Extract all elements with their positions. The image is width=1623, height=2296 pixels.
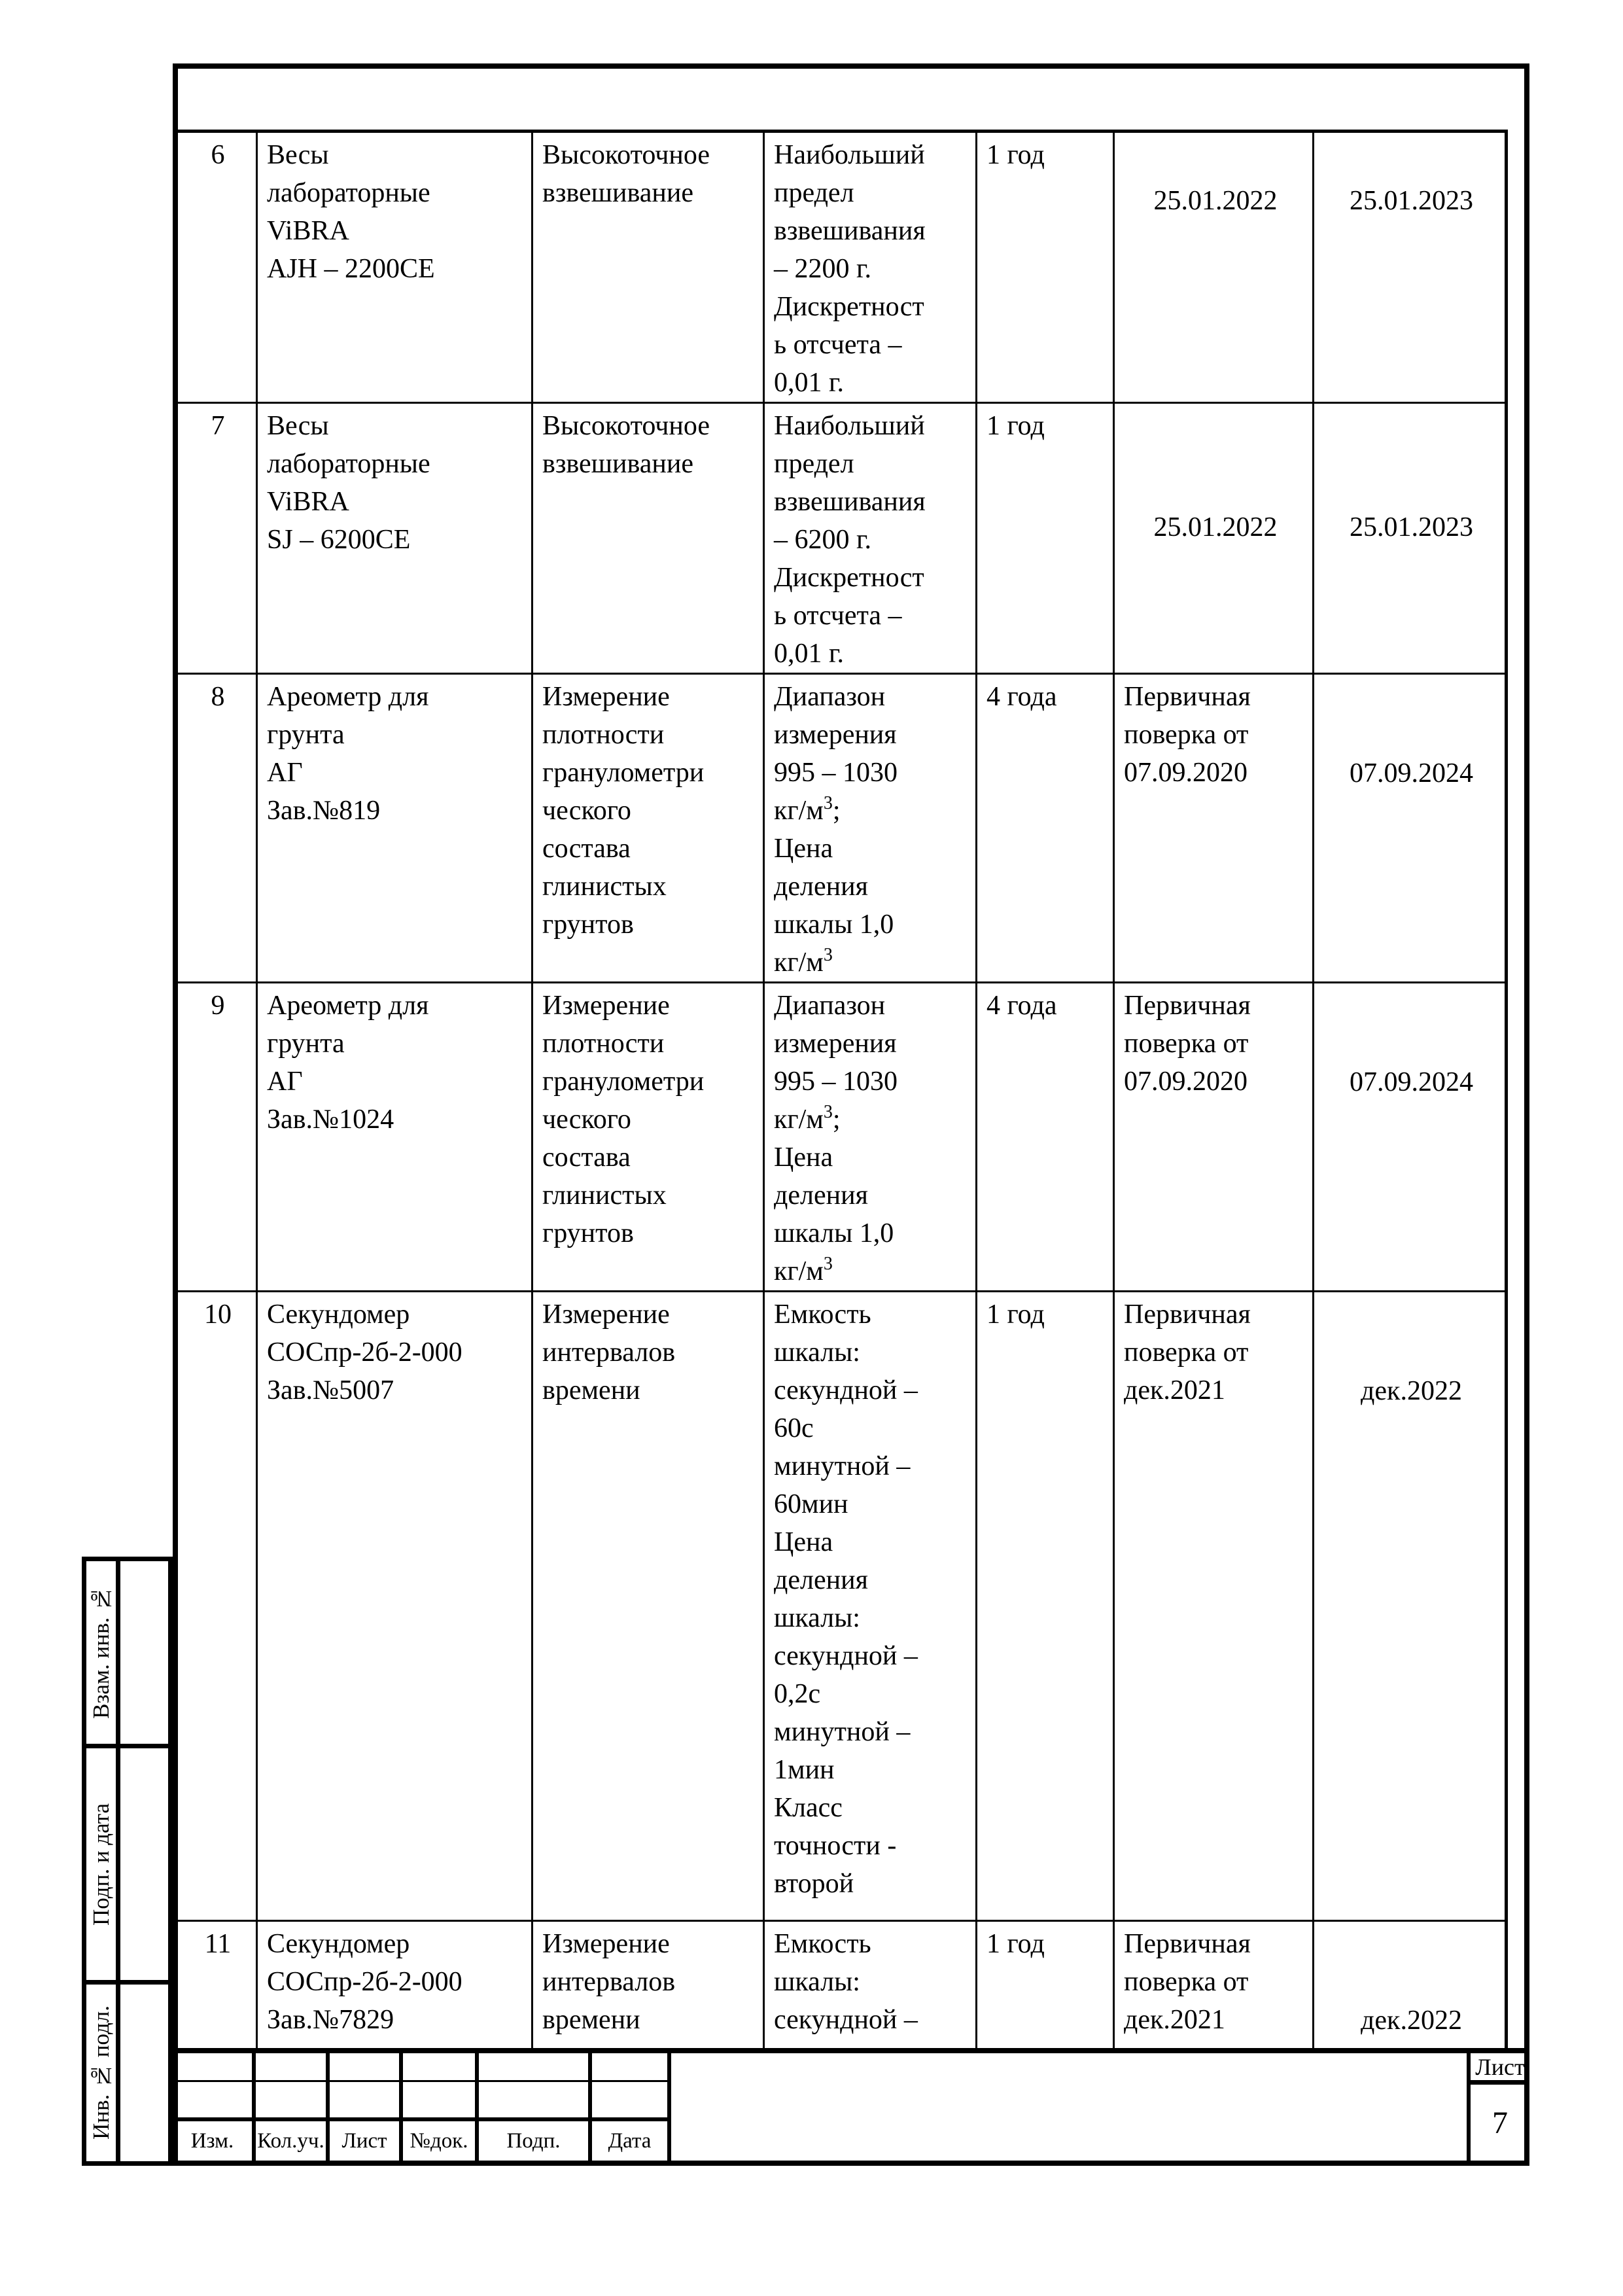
sidebar-label-cell [86, 1561, 120, 1744]
cell-next-verification: 25.01.2023 [1314, 403, 1507, 674]
stamp-label-izm: Изм. [190, 2128, 234, 2153]
sidebar-label-cell [86, 1985, 120, 2161]
stamp-label-nodok: №док. [410, 2128, 468, 2153]
cell-next-verification: дек.2022 [1314, 1292, 1507, 1921]
cell-purpose: Измерение плотности гранулометри ческого состава глинистых грунтов [532, 983, 764, 1292]
sidebar-box-inv-podl [82, 1980, 173, 2166]
cell-characteristics: Диапазон измерения 995 – 1030 $кг/м^3$; Цена деления шкалы 1,0 $кг/м^3$ [764, 674, 977, 983]
title-block [173, 2048, 1529, 2166]
table-row [175, 1921, 1507, 2051]
sidebar-label: Взам. инв. № [88, 1586, 114, 1719]
stamp-col-line [667, 2053, 671, 2161]
stamp-label-list: Лист [341, 2128, 387, 2153]
cell-characteristics: Диапазон измерения 995 – 1030 $кг/м^3$; Цена деления шкалы 1,0 $кг/м^3$ [764, 983, 977, 1292]
stamp-label-koluch: Кол.уч. [257, 2128, 324, 2153]
cell-verification-interval: 1 год [977, 403, 1114, 674]
sidebar-label: Подп. и дата [88, 1803, 114, 1926]
sheet-label: Лист [1475, 2053, 1525, 2080]
cell-equipment-name: Ареометр для грунта АГ Зав.№819 [257, 674, 532, 983]
cell-next-verification: 07.09.2024 [1314, 674, 1507, 983]
title-block-top-line [173, 2048, 1529, 2053]
equipment-table [173, 130, 1508, 2053]
cell-verification-interval: 1 год [977, 132, 1114, 403]
cell-equipment-name: Весы лабораторные ViBRA AJH – 2200CE [257, 132, 532, 403]
cell-serial-number: 8 [175, 674, 257, 983]
cell-last-verification: Первичная поверка от дек.2021 [1114, 1921, 1314, 2051]
cell-equipment-name: Ареометр для грунта АГ Зав.№1024 [257, 983, 532, 1292]
cell-equipment-name: Весы лабораторные ViBRA SJ – 6200CE [257, 403, 532, 674]
cell-verification-interval: 1 год [977, 1921, 1114, 2051]
cell-last-verification: 25.01.2022 [1114, 132, 1314, 403]
inventory-sidebar [82, 1557, 173, 2166]
cell-verification-interval: 4 года [977, 983, 1114, 1292]
sidebar-label-cell [86, 1748, 120, 1980]
cell-next-verification: дек.2022 [1314, 1921, 1507, 2051]
table-row [175, 1292, 1507, 1921]
cell-purpose: Высокоточное взвешивание [532, 132, 764, 403]
sidebar-box-vzam-inv [82, 1557, 173, 1748]
stamp-label-podp: Подп. [506, 2128, 561, 2153]
cell-last-verification: Первичная поверка от дек.2021 [1114, 1292, 1314, 1921]
table-row [175, 674, 1507, 983]
table-row [175, 983, 1507, 1292]
sidebar-label: Инв. № подл. [88, 2005, 114, 2140]
stamp-label-data: Дата [608, 2128, 652, 2153]
cell-serial-number: 10 [175, 1292, 257, 1921]
cell-serial-number: 11 [175, 1921, 257, 2051]
cell-last-verification: 25.01.2022 [1114, 403, 1314, 674]
cell-serial-number: 7 [175, 403, 257, 674]
table-row [175, 403, 1507, 674]
cell-verification-interval: 1 год [977, 1292, 1114, 1921]
cell-characteristics: Наибольший предел взвешивания – 2200 г. Дискретност ь отсчета – 0,01 г. [764, 132, 977, 403]
cell-next-verification: 25.01.2023 [1314, 132, 1507, 403]
cell-serial-number: 6 [175, 132, 257, 403]
cell-purpose: Измерение плотности гранулометри ческого состава глинистых грунтов [532, 674, 764, 983]
cell-purpose: Измерение интервалов времени [532, 1921, 764, 2051]
cell-verification-interval: 4 года [977, 674, 1114, 983]
equipment-table-body [175, 132, 1507, 2051]
cell-purpose: Высокоточное взвешивание [532, 403, 764, 674]
cell-characteristics: Емкость шкалы: секундной – 60с минутной – 60мин Цена деления шкалы: секундной – 0,2с минутной – 1мин Класс точности - второй [764, 1292, 977, 1921]
cell-characteristics: Наибольший предел взвешивания – 6200 г. Дискретност ь отсчета – 0,01 г. [764, 403, 977, 674]
sidebar-empty-cell [120, 1561, 168, 1744]
cell-serial-number: 9 [175, 983, 257, 1292]
stamp-row-divider-thin [173, 2080, 671, 2082]
sidebar-empty-cell [120, 1748, 168, 1980]
cell-last-verification: Первичная поверка от 07.09.2020 [1114, 983, 1314, 1292]
sheet-box-underline [1471, 2080, 1529, 2085]
cell-equipment-name: Секундомер СОСпр-2б-2-000 Зав.№5007 [257, 1292, 532, 1921]
sidebar-empty-cell [120, 1985, 168, 2161]
cell-characteristics: Емкость шкалы: секундной – [764, 1921, 977, 2051]
cell-equipment-name: Секундомер СОСпр-2б-2-000 Зав.№7829 [257, 1921, 532, 2051]
cell-last-verification: Первичная поверка от 07.09.2020 [1114, 674, 1314, 983]
table-row [175, 132, 1507, 403]
sheet-number: 7 [1492, 2105, 1508, 2140]
cell-purpose: Измерение интервалов времени [532, 1292, 764, 1921]
sidebar-box-podp-data [82, 1744, 173, 1985]
cell-next-verification: 07.09.2024 [1314, 983, 1507, 1292]
